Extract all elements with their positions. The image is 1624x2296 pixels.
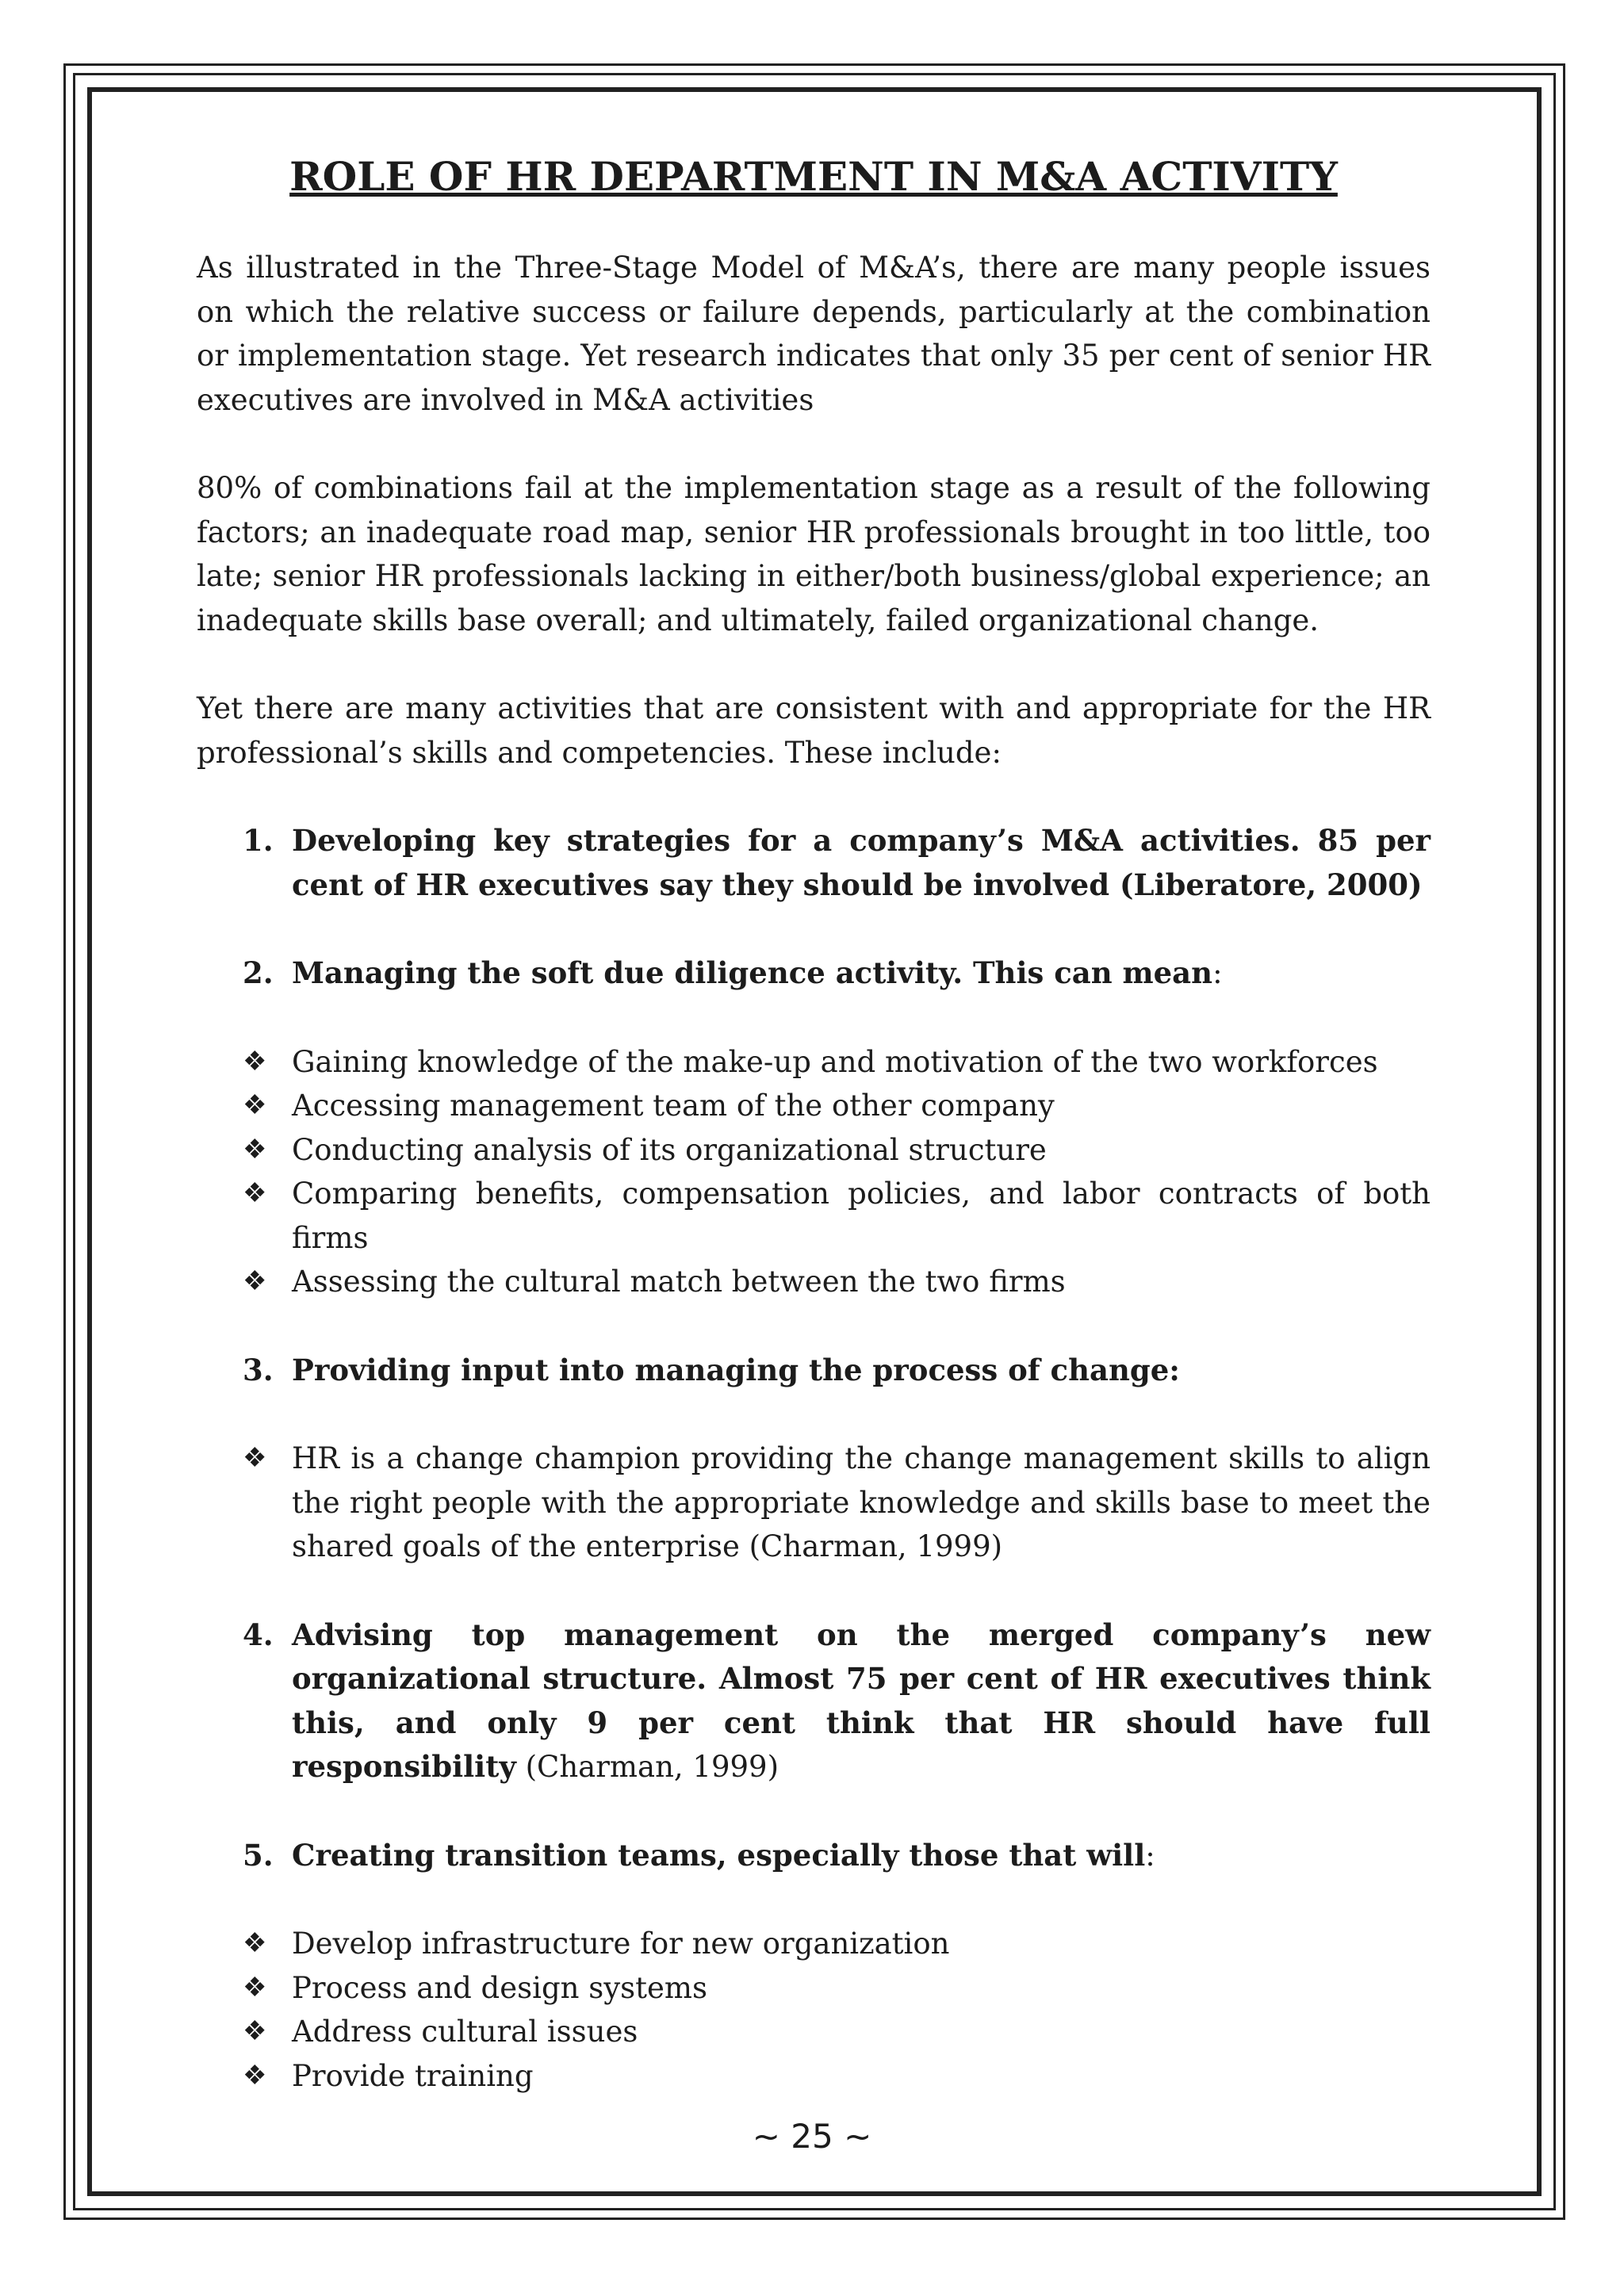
bullet-list-due-diligence [197,1040,1431,1304]
item-text-bold: Creating transition teams, especially those that will [292,1837,1146,1873]
item-text-bold: Advising top management on the merged company’s new organizational structure. Almost 75 per cent of HR executives think this, and only 9 per cent think that HR should have full responsibility [292,1617,1431,1784]
item-text: : [1145,1838,1155,1873]
item-text-bold: Providing input into managing the process of change: [292,1352,1180,1387]
bullet-list-transition [197,1922,1431,2098]
numbered-item-5 [197,1834,1431,1878]
list-item: ❖ Assessing the cultural match between the two firms [197,1260,1431,1304]
page-title: ROLE OF HR DEPARTMENT IN M&A ACTIVITY [289,153,1338,200]
item-number: 4. [243,1617,274,1652]
list-item: ❖ Address cultural issues [197,2010,1431,2054]
diamond-bullet-icon: ❖ [243,1133,267,1165]
item-text: : [1212,956,1223,990]
list-item: ❖ HR is a change champion providing the change management skills to align the right people with the appropriate knowledge and skills base to meet the shared goals of the enterprise (Charman, 1999) [197,1437,1431,1569]
bullet-list-change [197,1437,1431,1569]
item-number: 3. [243,1352,274,1387]
diamond-bullet-icon: ❖ [243,1265,267,1297]
paragraph-intro: As illustrated in the Three-Stage Model of M&A’s, there are many people issues on which the relative success or failure depends, particularly at the combination or implementation stage. Yet research indicates that only 35 per cent of senior HR executives are involved in M&A activities [197,251,1431,417]
list-item: ❖ Gaining knowledge of the make-up and motivation of the two workforces [197,1040,1431,1085]
item-number: 1. [243,823,274,858]
paragraph-failure-factors: 80% of combinations fail at the implementation stage as a result of the following factors; an inadequate road map, senior HR professionals brought in too little, too late; senior HR professionals lacking in either/both business/global experience; an inadequate skills base overall; and ultimately, failed organizational change. [197,471,1431,637]
diamond-bullet-icon: ❖ [243,1045,267,1077]
diamond-bullet-icon: ❖ [243,1442,267,1474]
diamond-bullet-icon: ❖ [243,1971,267,2003]
numbered-item-3 [197,1349,1431,1393]
diamond-bullet-icon: ❖ [243,2015,267,2047]
item-text: (Charman, 1999) [515,1750,779,1784]
list-item: ❖ Provide training [197,2054,1431,2099]
diamond-bullet-icon: ❖ [243,2059,267,2091]
list-item: ❖ Comparing benefits, compensation policies, and labor contracts of both firms [197,1172,1431,1260]
paragraph-activities: Yet there are many activities that are consistent with and appropriate for the HR professional’s skills and competencies. These include: [197,691,1431,770]
item-text-bold: Developing key strategies for a company’s M&A activities. 85 per cent of HR executives say they should be involved (Liberatore, 2000) [292,823,1431,902]
numbered-item-2 [197,951,1431,996]
diamond-bullet-icon: ❖ [243,1089,267,1121]
numbered-item-1 [197,819,1431,907]
item-text-bold: Managing the soft due diligence activity. This can mean [292,955,1213,990]
list-item: ❖ Accessing management team of the other company [197,1084,1431,1128]
list-item: ❖ Conducting analysis of its organizational structure [197,1128,1431,1173]
item-number: 2. [243,955,274,990]
page-number: ~ 25 ~ [752,2117,872,2156]
list-item: ❖ Develop infrastructure for new organization [197,1922,1431,1966]
list-item: ❖ Process and design systems [197,1966,1431,2011]
item-number: 5. [243,1837,274,1873]
numbered-item-4 [197,1613,1431,1789]
document-body [197,149,1431,2142]
diamond-bullet-icon: ❖ [243,1927,267,1959]
diamond-bullet-icon: ❖ [243,1177,267,1209]
